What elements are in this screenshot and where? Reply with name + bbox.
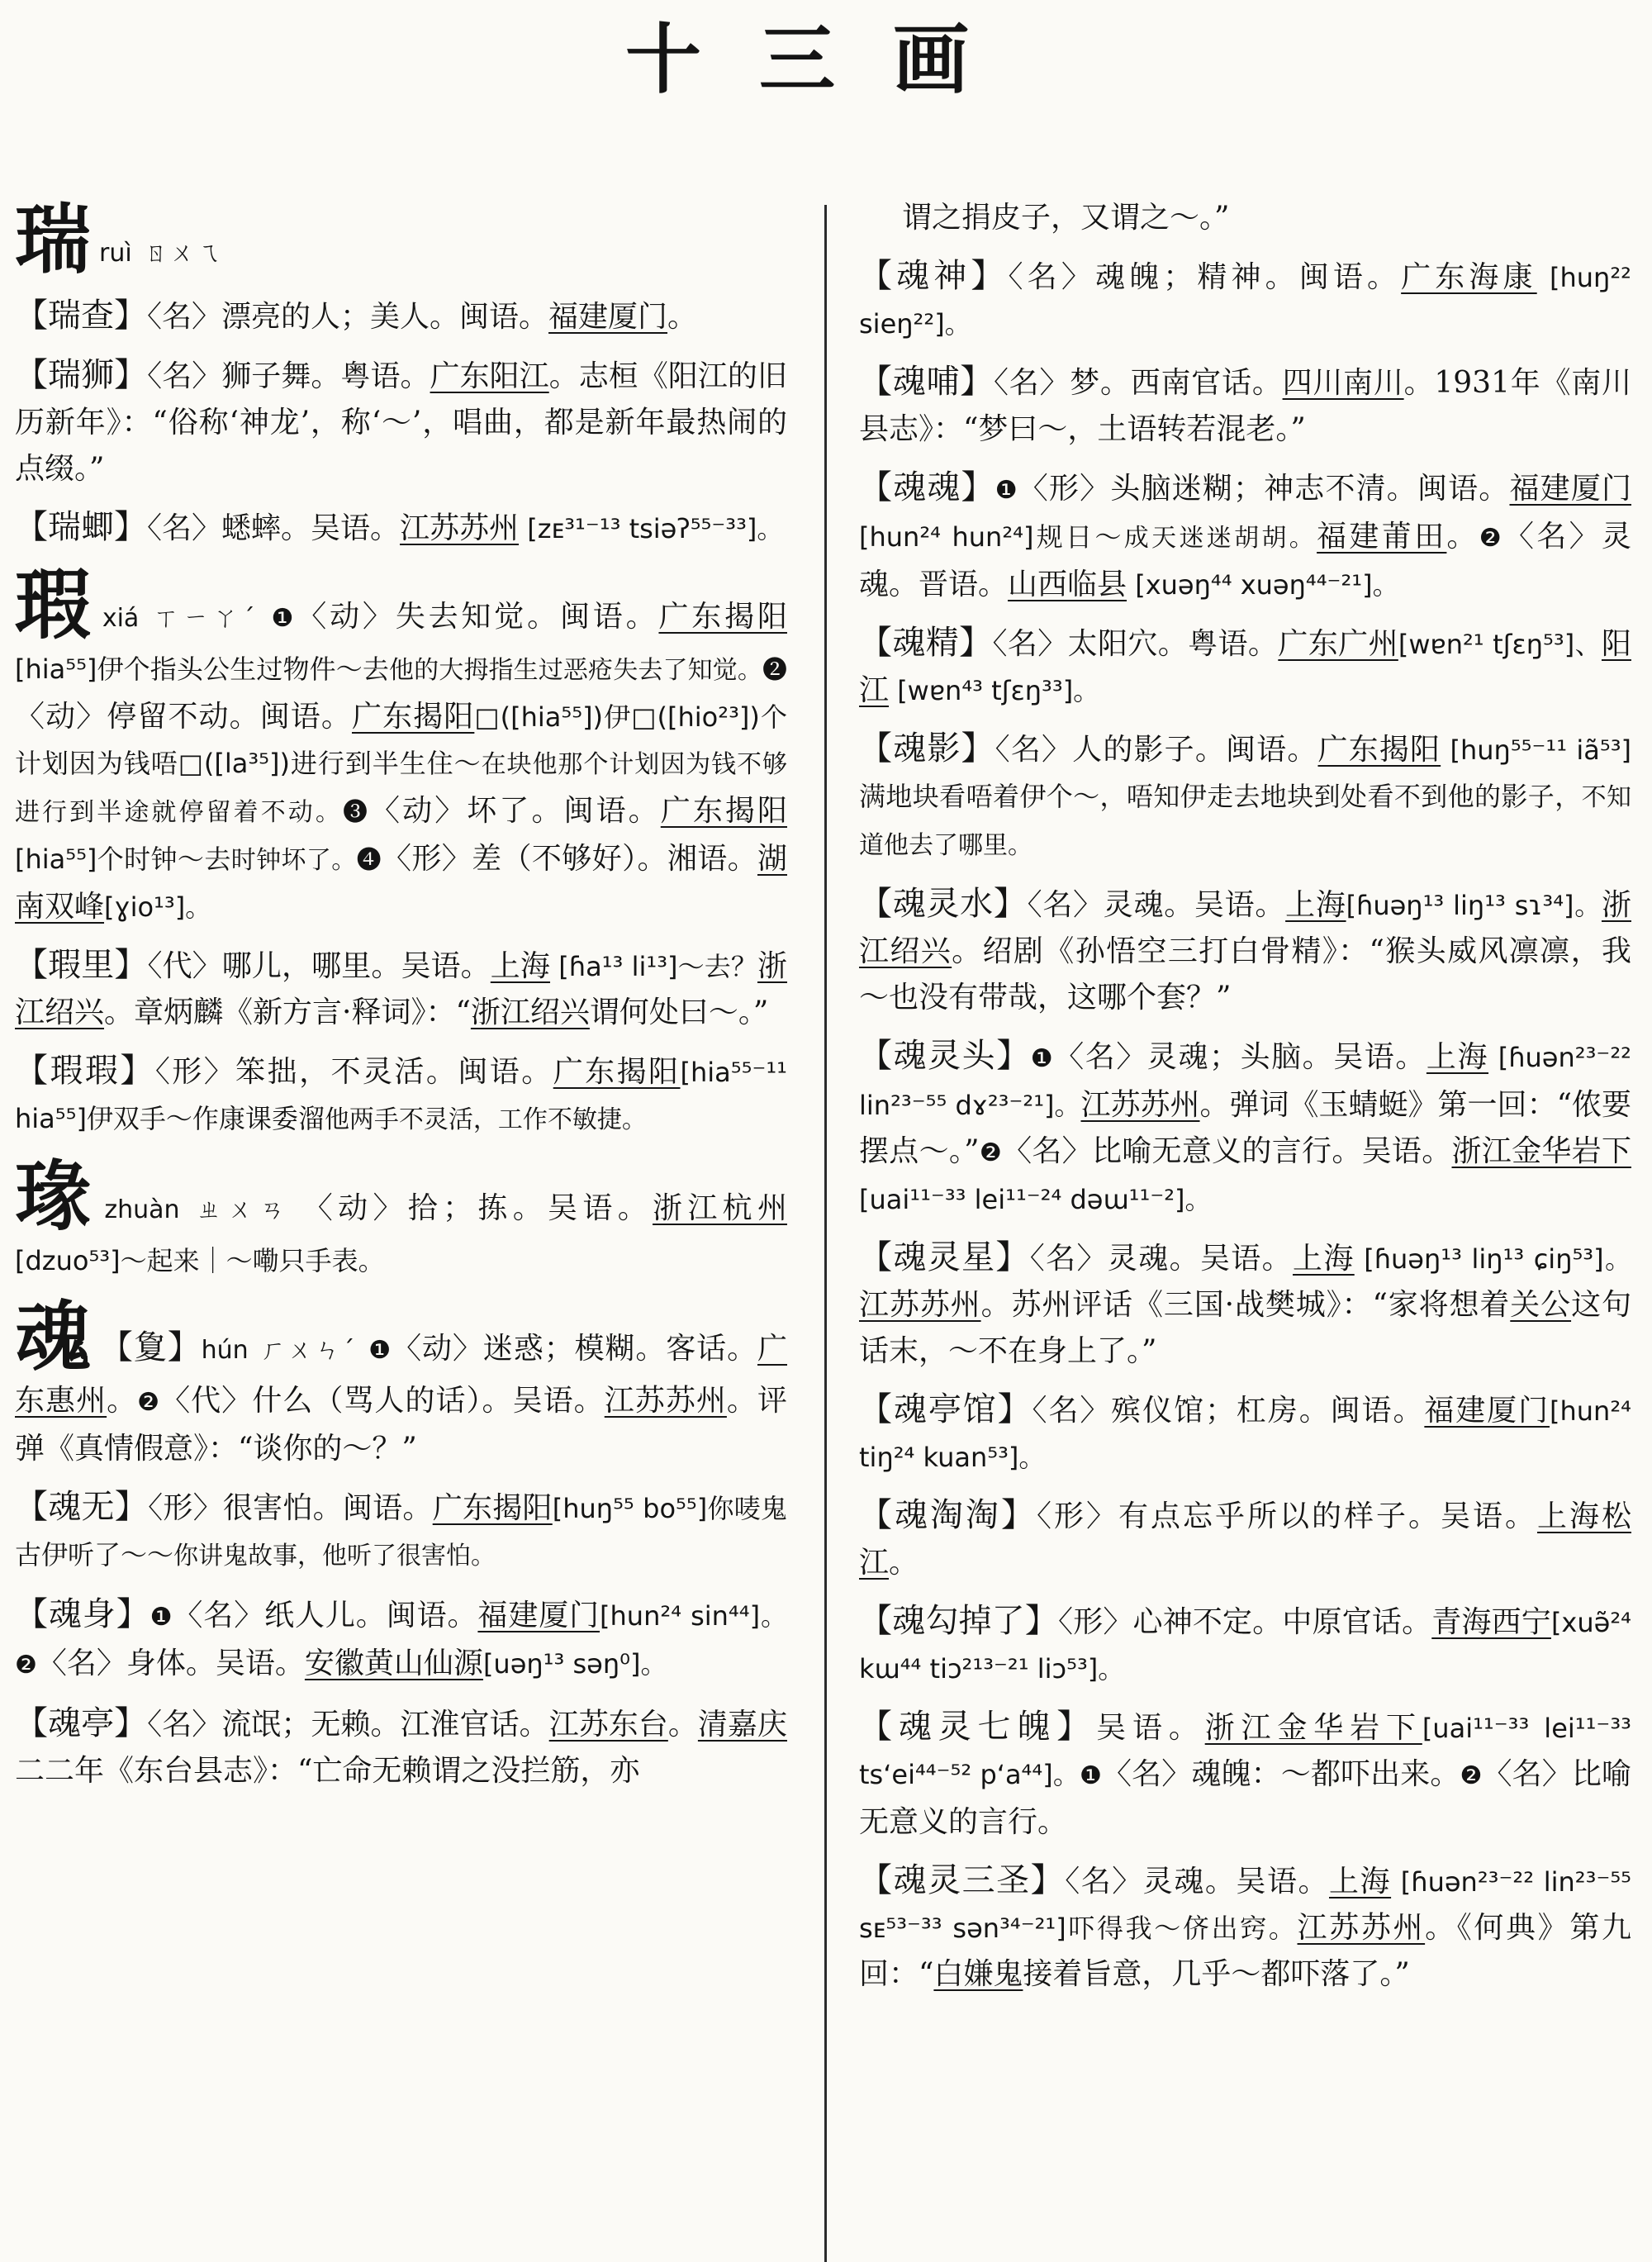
sense-marker: ❶ — [995, 476, 1018, 505]
definition: 〈名〉魂魄：～都吓出来。 — [1101, 1757, 1460, 1791]
citation-tail: 这句话末，～不在身上了。” — [859, 1288, 1631, 1368]
headword-char: 瑞 — [15, 195, 92, 284]
headword-hun — [15, 1292, 787, 1472]
entry-hun-bu — [859, 359, 1631, 453]
definition-tail: 。 — [667, 300, 698, 334]
location: 上海 — [490, 949, 551, 983]
headword-zhuan — [15, 1152, 787, 1284]
definition: 〈名〉人的影子。闽语。 — [995, 733, 1318, 767]
gloss: 不知道他去了哪里。 — [859, 783, 1631, 860]
entry-hun-gou-diao-le — [859, 1598, 1631, 1692]
entry-hun-ling-tou — [859, 1033, 1631, 1223]
location: 上海 — [1329, 1865, 1392, 1898]
entry-term: 【魂精】 — [859, 624, 993, 662]
citation-tail: 谓何处曰～。” — [589, 996, 769, 1029]
zhuyin: ㄏㄨㄣˊ — [259, 1336, 358, 1365]
sense-marker: ❸ — [342, 798, 371, 827]
entry-hun-tao-tao — [859, 1492, 1631, 1586]
definition: 〈形〉笨拙，不灵活。闽语。 — [154, 1055, 553, 1089]
entry-xia-xia — [15, 1048, 787, 1143]
location: 福建厦门 — [1424, 1394, 1550, 1428]
definition: 〈动〉坏了。闽语。 — [370, 794, 661, 828]
entry-term: 【魂灵三圣】 — [859, 1861, 1066, 1899]
entry-hun-ting-guan — [859, 1386, 1631, 1480]
location: 江苏东台 — [548, 1708, 668, 1742]
location: 四川南川 — [1282, 366, 1404, 400]
sense-marker: ❶ — [1079, 1761, 1102, 1790]
ipa: [wɐn²¹ tʃɛŋ⁵³]、 — [1398, 629, 1602, 660]
headword-xia — [15, 560, 788, 930]
location: 广东海康 — [1401, 260, 1537, 294]
sense-marker: ❶ — [271, 604, 297, 633]
ipa: [hun²⁴ sin⁴⁴]。 — [600, 1600, 787, 1632]
location: 江苏苏州 — [604, 1384, 727, 1418]
entry-hun-hun — [859, 464, 1631, 608]
example: [hun²⁴ hun²⁴]规日～ — [859, 521, 1124, 553]
zhuyin: ㄓㄨㄢ — [191, 1195, 292, 1224]
definition: 〈名〉梦。西南官话。 — [994, 366, 1283, 400]
definition: 〈名〉漂亮的人；美人。闽语。 — [147, 300, 549, 334]
zhuyin: ㄒㄧㄚˊ — [150, 604, 260, 633]
definition: 〈形〉心神不定。中原官话。 — [1058, 1605, 1432, 1639]
location: 上海 — [1293, 1242, 1355, 1276]
location: 浙江金华岩下 — [1204, 1711, 1422, 1745]
entry-hun-ying — [859, 725, 1631, 869]
definition-tail: 。 — [667, 1708, 698, 1742]
definition: 〈名〉纸人儿。闽语。 — [173, 1599, 478, 1632]
location: 浙江金华岩下 — [1451, 1134, 1631, 1168]
definition: 〈名〉比喻无意义的言行。 — [859, 1757, 1631, 1839]
location: 浙江绍兴 — [470, 996, 590, 1029]
ipa: [uai¹¹⁻³³ lei¹¹⁻²⁴ dəɯ¹¹⁻²]。 — [859, 1184, 1212, 1215]
location: 湖南双峰 — [15, 842, 787, 924]
location: 广东惠州 — [15, 1332, 787, 1418]
entry-term: 【魂灵头】 — [859, 1037, 1031, 1075]
entry-term: 【魂魂】 — [859, 468, 995, 506]
zhuyin: ㄖㄨㄟ — [143, 239, 223, 268]
location: 福建厦门 — [1509, 472, 1631, 506]
citation: 。章炳麟《新方言·释词》：“ — [104, 996, 471, 1029]
citation: 。《何典》第九回：“ — [859, 1911, 1631, 1991]
location: 广东揭阳 — [432, 1491, 553, 1525]
entry-hun-shen-spirit — [859, 253, 1631, 347]
ipa: [ɣio¹³]。 — [104, 891, 212, 923]
citation: 。绍剧《孙悟空三打白骨精》：“猴头威风凛凛，我～也没有带哉，这哪个套？” — [859, 934, 1631, 1015]
location: 江苏苏州 — [400, 511, 520, 545]
sense-marker: ❶ — [1030, 1044, 1055, 1073]
definition: 〈代〉哪儿，哪里。吴语。 — [147, 949, 491, 983]
entry-term: 【瑞查】 — [15, 297, 147, 335]
ipa: [huŋ²² sieŋ²²]。 — [859, 262, 1631, 340]
headword-char: 瑕 — [15, 560, 94, 649]
ipa: [xuə̃²⁴ kɯ⁴⁴ tiɔ²¹³⁻²¹ liɔ⁵³]。 — [859, 1607, 1631, 1685]
entry-hun-ling-shui — [859, 881, 1631, 1021]
location: 浙江杭州 — [653, 1191, 787, 1225]
location: 关公 — [1510, 1288, 1572, 1322]
location: 江苏苏州 — [1080, 1088, 1200, 1122]
definition-tail: 。志桓《阳江的旧历新年》：“俗称‘神龙’，称‘～’，唱曲，都是新年最热闹的点缀。” — [15, 359, 787, 486]
definition: 〈动〉迷惑；模糊。客话。 — [392, 1332, 757, 1366]
ipa: [ɦuəŋ¹³ liŋ¹³ sɿ³⁴]。 — [1346, 890, 1602, 921]
citation-tail: 谓之捐皮子，又谓之～。” — [902, 201, 1230, 235]
ipa: [hun²⁴ tiŋ²⁴ kuan⁵³]。 — [859, 1395, 1631, 1473]
entry-rui-shi — [15, 352, 787, 492]
definition: 〈代〉什么（骂人的话）。吴语。 — [160, 1384, 605, 1418]
example: [huŋ⁵⁵⁻¹¹ iã⁵³]满地块看唔着伊个～，唔知伊走去地块到处看不到他的影子， — [859, 734, 1632, 812]
sense-marker: ❷ — [1479, 524, 1504, 553]
definition: 〈名〉殡仪馆；杠房。闽语。 — [1032, 1394, 1425, 1428]
ipa: [ɦuən²³⁻²² lin²³⁻⁵⁵ dɤ²³⁻²¹]。 — [859, 1042, 1631, 1121]
sense-marker: ❷ — [15, 1651, 37, 1680]
entry-term: 【魂无】 — [15, 1488, 149, 1526]
location: 广东揭阳 — [1317, 733, 1441, 767]
sense-marker: ❷ — [137, 1388, 161, 1417]
location: 上海 — [1285, 888, 1346, 922]
entry-term: 【魂神】 — [859, 257, 1009, 295]
entry-hun-ling-san-sheng — [859, 1857, 1631, 1998]
column-divider — [824, 205, 827, 2262]
entry-term: 【瑕里】 — [15, 946, 148, 984]
definition-tail: 。 — [1446, 520, 1479, 554]
location: 广东揭阳 — [553, 1055, 681, 1089]
entry-rui-cha — [15, 292, 787, 340]
location: 上海松江 — [859, 1499, 1631, 1580]
entry-term: 【魂灵七魄】 — [859, 1708, 1097, 1746]
left-column — [15, 195, 788, 1806]
location: 浙江绍兴 — [859, 888, 1631, 968]
pinyin: ruì — [99, 239, 132, 268]
entry-hun-shen — [15, 1591, 787, 1689]
entry-term: 【魂身】 — [15, 1595, 150, 1633]
sense-marker: ❶ — [368, 1336, 392, 1365]
example: [hia⁵⁵]个时钟～去 — [15, 843, 231, 875]
definition: 〈动〉拾；拣。吴语。 — [302, 1191, 653, 1225]
pinyin: zhuàn — [104, 1195, 180, 1224]
headword-char: 瑑 — [15, 1152, 97, 1241]
page-title: 十三画 — [624, 16, 1027, 104]
gloss: 你讲鬼故事，他听了很害怕。 — [173, 1542, 496, 1571]
entry-term: 【魂勾掉了】 — [859, 1602, 1059, 1640]
definition: 吴语。 — [1096, 1711, 1205, 1745]
location: 广东揭阳 — [658, 600, 787, 634]
definition: 〈形〉差（不够好）。湘语。 — [382, 842, 757, 876]
citation: 。弹词《玉蜻蜓》第一回：“侬要摆点～。” — [859, 1088, 1631, 1168]
entry-term: 【瑞蝍】 — [15, 508, 147, 546]
sense-marker: ❷ — [979, 1138, 1003, 1167]
definition: 〈名〉灵魂。吴语。 — [1029, 1242, 1294, 1276]
location: 上海 — [1426, 1040, 1489, 1074]
example: [hia⁵⁵⁻¹¹ hia⁵⁵]伊双手～作康课委溜 — [15, 1057, 787, 1134]
citation: 。1931年《南川县志》：“梦曰～，土语转若混老。” — [859, 366, 1631, 446]
location: 福建厦门 — [548, 300, 668, 334]
right-column — [859, 195, 1631, 2009]
example: □([hia⁵⁵])伊□([hio²³])个计划因为钱唔□([la³⁵])进行到半生住～ — [15, 701, 787, 779]
definition: 〈形〉很害怕。闽语。 — [148, 1491, 433, 1525]
definition: 〈形〉头脑迷糊；神志不清。闽语。 — [1018, 472, 1510, 506]
location: 浙江绍兴 — [15, 949, 787, 1029]
gloss: 在块他那个计划因为钱不够进行到半途就停留着不动。 — [15, 750, 787, 827]
entry-term: 【魂亭馆】 — [859, 1390, 1032, 1428]
gloss: 时钟坏了。 — [230, 846, 357, 875]
gloss: 成天迷迷胡胡。 — [1123, 524, 1317, 553]
location: 广东揭阳 — [660, 794, 788, 828]
definition: 〈形〉有点忘乎所以的样子。吴语。 — [1037, 1499, 1537, 1533]
location: 福建厦门 — [477, 1599, 601, 1632]
entry-continuation — [859, 195, 1631, 241]
definition: 〈名〉灵魂。吴语。 — [1027, 888, 1286, 922]
citation: 二二年《东台县志》：“亡命无赖谓之没拦筋，亦 — [15, 1754, 640, 1788]
example: [huŋ⁵⁵ bo⁵⁵]你唛鬼古伊听了～～ — [15, 1493, 787, 1571]
definition: 〈名〉流氓；无赖。江淮官话。 — [147, 1708, 549, 1742]
definition: 〈名〉灵魂。吴语。 — [1065, 1865, 1330, 1898]
entry-hun-wu — [15, 1484, 787, 1580]
entry-hun-ling-qi-po — [859, 1704, 1631, 1846]
headword-rui — [15, 195, 787, 284]
entry-term: 【魂灵水】 — [859, 885, 1028, 923]
location: 广东阳江 — [430, 359, 549, 393]
ipa: [uəŋ¹³ səŋ⁰]。 — [482, 1648, 667, 1680]
location: 福建莆田 — [1317, 520, 1447, 554]
citation: 。苏州评话《三国·战樊城》：“家将想着 — [980, 1288, 1511, 1322]
gloss: 他两手不灵活，工作不敏捷。 — [324, 1105, 647, 1134]
entry-xia-li — [15, 942, 787, 1036]
entry-term: 【魂亭】 — [15, 1704, 148, 1742]
sense-marker: ❷ — [762, 656, 787, 685]
definition: 〈名〉灵魂。晋语。 — [859, 520, 1631, 601]
headword-char: 魂 — [15, 1292, 92, 1381]
definition: 〈名〉蟋蟀。吴语。 — [147, 511, 401, 545]
definition: 〈名〉太阳穴。粤语。 — [992, 627, 1279, 661]
definition: 〈名〉狮子舞。粤语。 — [147, 359, 430, 393]
ipa: [wɐn⁴³ tʃɛŋ³³]。 — [889, 675, 1100, 706]
example: [ɦuən²³⁻²² lin²³⁻⁵⁵ sᴇ⁵³⁻³³ sən³⁴⁻²¹]吓得我～侪出窍。 — [859, 1866, 1631, 1944]
entry-term: 【瑞狮】 — [15, 356, 148, 394]
entry-rui-ji — [15, 504, 787, 552]
location: 广东揭阳 — [351, 700, 475, 734]
ipa: [ɦa¹³ li¹³]～去？ — [550, 951, 757, 982]
citation-tail: 接着旨意，几乎～都吓落了。” — [1023, 1957, 1410, 1991]
pinyin: xiá — [102, 604, 140, 633]
ipa: [xuəŋ⁴⁴ xuəŋ⁴⁴⁻²¹]。 — [1127, 569, 1399, 601]
definition: 〈动〉失去知觉。闽语。 — [297, 600, 659, 634]
ipa: [ɦuəŋ¹³ liŋ¹³ ɕiŋ⁵³]。 — [1354, 1243, 1631, 1275]
sense-marker: ❷ — [1460, 1761, 1483, 1790]
ipa: [zᴇ³¹⁻¹³ tsiəʔ⁵⁵⁻³³]。 — [519, 513, 784, 544]
location: 江苏苏州 — [859, 1288, 981, 1322]
entry-hun-ting — [15, 1700, 787, 1794]
entry-hun-jing — [859, 620, 1631, 714]
definition: 〈动〉停留不动。闽语。 — [15, 700, 352, 734]
location: 安徽黄山仙源 — [304, 1647, 483, 1680]
ipa: [uai¹¹⁻³³ lei¹¹⁻³³ tsʻei⁴⁴⁻⁵² pʻa⁴⁴]。 — [859, 1713, 1631, 1790]
location: 青海西宁 — [1431, 1605, 1551, 1639]
citation: 。评弹《真情假意》：“谈你的～？” — [15, 1384, 787, 1466]
location: 清嘉庆 — [697, 1708, 787, 1742]
location: 山西临县 — [1008, 568, 1127, 601]
gloss: 他的大拇指生过恶疮失去了知觉。 — [389, 656, 762, 685]
entry-term: 【魂哺】 — [859, 363, 995, 401]
pinyin: hún — [201, 1336, 249, 1365]
definition-tail: 。 — [107, 1384, 138, 1418]
definition: 〈名〉身体。吴语。 — [36, 1647, 305, 1680]
example: [dzuo⁵³]～起来｜～嘞只手表。 — [15, 1245, 385, 1276]
location: 白嫌鬼 — [933, 1957, 1023, 1991]
variant-char: 【夐】 — [99, 1328, 202, 1366]
location: 江苏苏州 — [1297, 1911, 1426, 1945]
sense-marker: ❶ — [150, 1603, 173, 1632]
entry-term: 【魂淘淘】 — [859, 1496, 1037, 1534]
definition: 〈名〉魂魄；精神。闽语。 — [1008, 260, 1402, 294]
sense-marker: ❹ — [356, 846, 382, 875]
definition-tail: 。 — [889, 1546, 919, 1580]
definition: 〈名〉灵魂；头脑。吴语。 — [1054, 1040, 1427, 1074]
location: 广东广州 — [1278, 627, 1398, 661]
entry-term: 【魂灵星】 — [859, 1238, 1030, 1276]
location: 阳江 — [859, 627, 1631, 707]
entry-hun-ling-xing — [859, 1234, 1631, 1375]
definition: 〈名〉比喻无意义的言行。吴语。 — [1002, 1134, 1452, 1168]
example: [hia⁵⁵]伊个指头公生过物件～去 — [15, 653, 389, 685]
entry-term: 【魂影】 — [859, 729, 995, 767]
entry-term: 【瑕瑕】 — [15, 1052, 155, 1090]
